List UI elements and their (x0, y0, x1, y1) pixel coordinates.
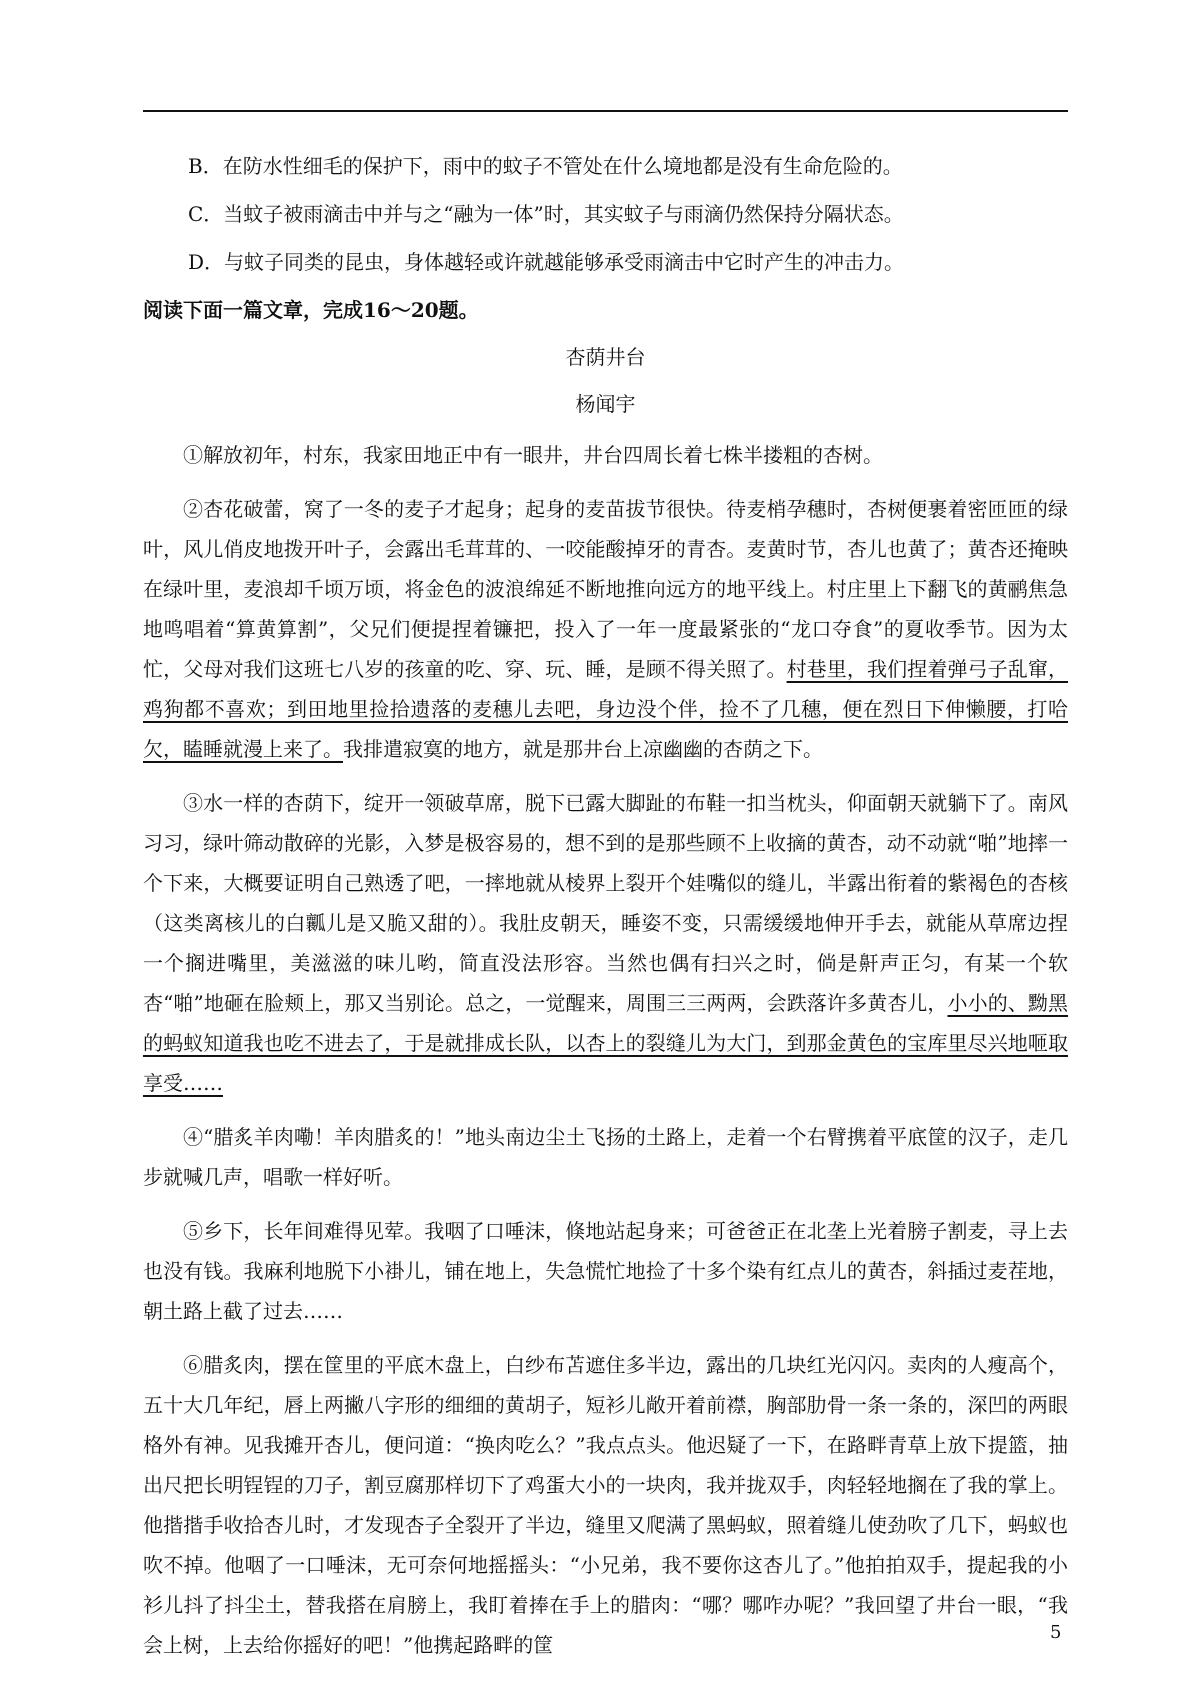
paragraph-5: ⑤乡下，长年间难得见荤。我咽了口唾沫，倏地站起身来；可爸爸正在北垄上光着膀子割麦，寻上去也没有钱。我麻利地脱下小褂儿，铺在地上，失急慌忙地捡了十多个染有红点儿的黄杏，斜插过麦茬地，朝土路上截了过去…… (143, 1219, 1068, 1323)
paragraph-4: ④“腊炙羊肉嘞！羊肉腊炙的！”地头南边尘土飞扬的土路上，走着一个右臂携着平底筐的汉子，走几步就喊几声，唱歌一样好听。 (143, 1125, 1068, 1189)
paragraph-2-underlined: 村巷里，我们捏着弹弓子乱窜，鸡狗都不喜欢；到田地里捡拾遗落的麦穗儿去吧，身边没个伴，捡不了几穗，便在烈日下伸懒腰，打哈欠，瞌睡就漫上来了。 (143, 657, 1069, 761)
paragraph-3-text: ③水一样的杏荫下，绽开一领破草席，脱下已露大脚趾的布鞋一扣当枕头，仰面朝天就躺下了。南风习习，绿叶筛动散碎的光影，入梦是极容易的，想不到的是那些顾不上收摘的黄杏，动不动就“啪”地摔一个下来，大概要证明自己熟透了吧，一摔地就从棱界上裂开个娃嘴似的缝儿，半露出衔着的紫褐色的杏核（这类离核儿的白瓤儿是又脆又甜的）。我肚皮朝天，睡姿不变，只需缓缓地伸开手去，就能从草席边捏一个搁进嘴里，美滋滋的味儿哟，简直没法形容。当然也偶有扫兴之时，倘是鼾声正匀，有某一个软杏“啪”地砸在脸颊上，那又当别论。总之，一觉醒来，周围三三两两，会跌落许多黄杏儿， (143, 791, 1068, 1015)
option-d: D．与蚊子同类的昆虫，身体越轻或许就越能够承受雨滴击中它时产生的冲击力。 (188, 250, 905, 274)
article-author: 杨闻宇 (575, 392, 636, 416)
header-rule (143, 110, 1068, 112)
paragraph-2-text: ②杏花破蕾，窝了一冬的麦子才起身；起身的麦苗拔节很快。待麦梢孕穗时，杏树便裹着密匝匝的绿叶，风儿俏皮地拨开叶子，会露出毛茸茸的、一咬能酸掉牙的青杏。麦黄时节，杏儿也黄了；黄杏还掩映在绿叶里，麦浪却千顷万顷，将金色的波浪绵延不断地推向远方的地平线上。村庄里上下翻飞的黄鹂焦急地鸣唱着“算黄算割”，父兄们便提捏着镰把，投入了一年一度最紧张的“龙口夺食”的夏收季节。因为太忙，父母对我们这班七八岁的孩童的吃、穿、玩、睡，是顾不得关照了。 (143, 497, 1068, 681)
paragraph-2-end: 我排遣寂寞的地方，就是那井台上凉幽幽的杏荫之下。 (343, 737, 823, 761)
paragraph-3-underlined: 小小的、黝黑的蚂蚁知道我也吃不进去了，于是就排成长队，以杏上的裂缝儿为大门，到那金黄色的宝库里尽兴地咂取享受…… (143, 991, 1069, 1095)
option-c: C．当蚊子被雨滴击中并与之“融为一体”时，其实蚊子与雨滴仍然保持分隔状态。 (188, 202, 904, 226)
paragraph-3 (143, 783, 1068, 1103)
page-content (143, 150, 1068, 1679)
paragraph-2 (143, 489, 1068, 769)
page-number: 5 (1050, 1622, 1062, 1643)
article-title: 杏荫井台 (565, 345, 646, 369)
paragraph-1: ①解放初年，村东，我家田地正中有一眼井，井台四周长着七株半搂粗的杏树。 (183, 443, 883, 467)
reading-instruction: 阅读下面一篇文章，完成16～20题。 (143, 298, 479, 322)
option-b: B．在防水性细毛的保护下，雨中的蚊子不管处在什么境地都是没有生命危险的。 (188, 154, 903, 178)
paragraph-6: ⑥腊炙肉，摆在筐里的平底木盘上，白纱布苫遮住多半边，露出的几块红光闪闪。卖肉的人瘦高个，五十大几年纪，唇上两撇八字形的细细的黄胡子，短衫儿敞开着前襟，胸部肋骨一条一条的，深凹的两眼格外有神。见我摊开杏儿，便问道：“换肉吃么？”我点点头。他迟疑了一下，在路畔青草上放下提篮，抽出尺把长明锃锃的刀子，割豆腐那样切下了鸡蛋大小的一块肉，我并拢双手，肉轻轻地搁在了我的掌上。他揩揩手收拾杏儿时，才发现杏子全裂开了半边，缝里又爬满了黑蚂蚁，照着缝儿使劲吹了几下，蚂蚁也吹不掉。他咽了一口唾沫，无可奈何地摇摇头：“小兄弟，我不要你这杏儿了。”他拍拍双手，提起我的小衫儿抖了抖尘土，替我搭在肩膀上，我盯着捧在手上的腊肉：“哪？哪咋办呢？”我回望了井台一眼，“我会上树，上去给你摇好的吧！”他携起路畔的筐 (143, 1353, 1068, 1657)
